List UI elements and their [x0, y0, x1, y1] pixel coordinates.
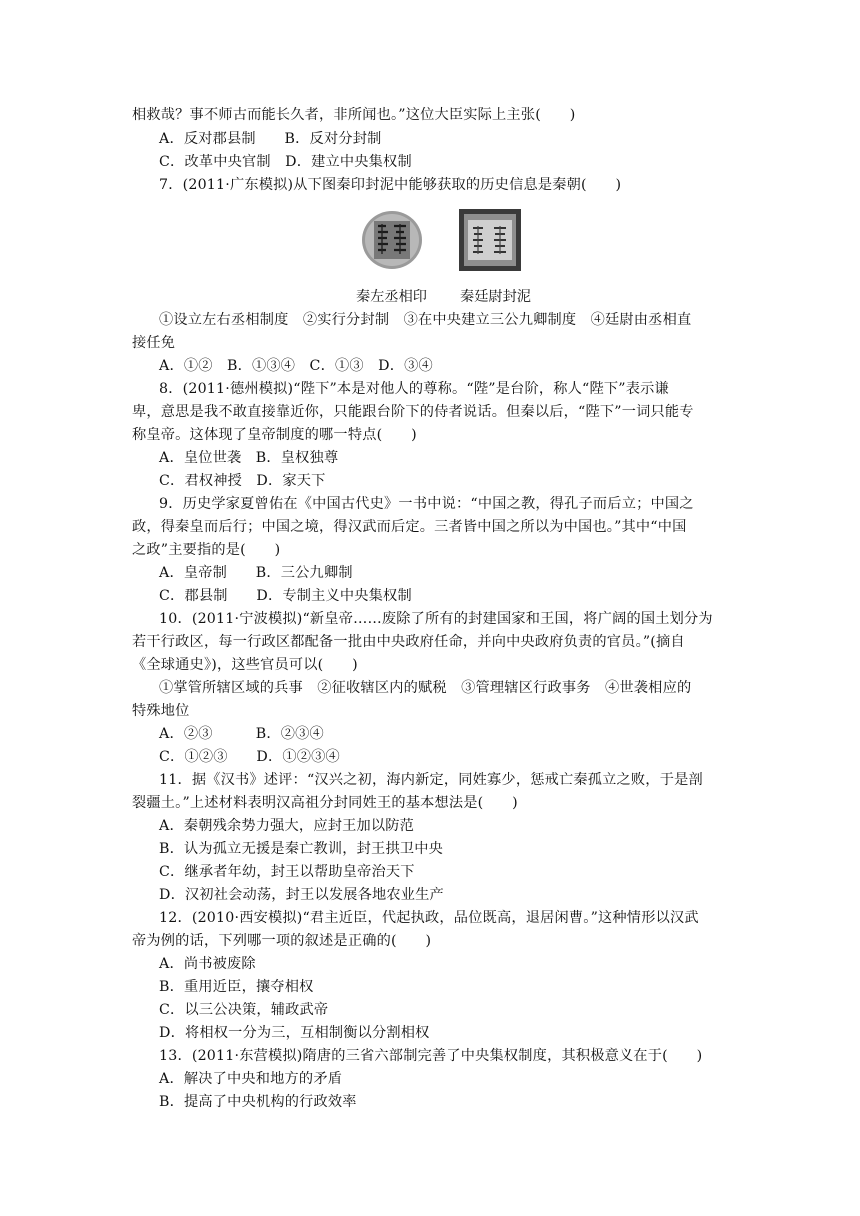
option-line: B．认为孤立无援是秦亡教训，封王拱卫中央 — [159, 841, 443, 857]
text-line: 接任免 — [132, 335, 176, 351]
seal-image-right — [458, 208, 522, 272]
seal-caption-right: 秦廷尉封泥 — [460, 289, 531, 305]
option-line: B．提高了中央机构的行政效率 — [159, 1094, 357, 1110]
text-line: 称皇帝。这体现了皇帝制度的哪一特点( ) — [132, 427, 417, 443]
option-line: D．汉初社会动荡，封王以发展各地农业生产 — [159, 887, 444, 903]
option-line: A．解决了中央和地方的矛盾 — [159, 1071, 343, 1087]
option-line: A．②③ B．②③④ — [159, 726, 324, 742]
option-line: A．皇帝制 B．三公九卿制 — [159, 565, 353, 581]
question-7-choices: ①设立左右丞相制度 ②实行分封制 ③在中央建立三公九卿制度 ④廷尉由丞相直 — [159, 312, 692, 328]
text-line: 特殊地位 — [132, 703, 190, 719]
option-line: B．重用近臣，攘夺相权 — [159, 979, 314, 995]
option-line: C．以三公决策，辅政武帝 — [159, 1002, 329, 1018]
option-line: D．将相权一分为三，互相制衡以分割相权 — [159, 1025, 430, 1041]
text-line: 之政”主要指的是( ) — [132, 542, 281, 558]
text-line: 政，得秦皇而后行；中国之境，得汉武而后定。三者皆中国之所以为中国也。”其中“中国 — [132, 519, 687, 535]
text-line: 裂疆土。”上述材料表明汉高祖分封同姓王的基本想法是( ) — [132, 795, 518, 811]
option-line: A．秦朝残余势力强大，应封王加以防范 — [159, 818, 415, 834]
question-9-stem: 9．历史学家夏曾佑在《中国古代史》一书中说：“中国之教，得孔子而后立；中国之 — [159, 496, 694, 512]
question-7-stem: 7．(2011·广东模拟)从下图秦印封泥中能够获取的历史信息是秦朝( ) — [159, 177, 622, 193]
seal-figure — [360, 208, 540, 274]
text-line: 《全球通史》)，这些官员可以( ) — [132, 657, 358, 673]
question-10-stem: 10．(2011·宁波模拟)“新皇帝……废除了所有的封建国家和王国，将广阔的国土划分为 — [159, 611, 713, 627]
text-line: 卑，意思是我不敢直接靠近你，只能跟台阶下的侍者说话。但秦以后，“陛下”一词只能专 — [132, 404, 694, 420]
text-line: 若干行政区，每一行政区都配备一批由中央政府任命，并向中央政府负责的官员。”(摘自 — [132, 634, 685, 650]
option-line: C．改革中央官制 D．建立中央集权制 — [159, 154, 412, 170]
option-line: C．①②③ D．①②③④ — [159, 749, 340, 765]
question-8-stem: 8．(2011·德州模拟)“陛下”本是对他人的尊称。“陛”是台阶，称人“陛下”表示谦 — [159, 381, 669, 397]
option-line: A．①② B．①③④ C．①③ D．③④ — [159, 358, 433, 374]
question-13-stem: 13．(2011·东营模拟)隋唐的三省六部制完善了中央集权制度，其积极意义在于( ) — [159, 1048, 703, 1064]
text-line: 相救哉？事不师古而能长久者，非所闻也。”这位大臣实际上主张( ) — [132, 107, 576, 123]
option-line: C．郡县制 D．专制主义中央集权制 — [159, 588, 412, 604]
option-line: C．继承者年幼，封王以帮助皇帝治天下 — [159, 864, 415, 880]
option-line: A．皇位世袭 B．皇权独尊 — [159, 450, 339, 466]
option-line: C．君权神授 D．家天下 — [159, 473, 326, 489]
question-12-stem: 12．(2010·西安模拟)“君主近臣，代起执政，品位既高，退居闲曹。”这种情形以汉武 — [159, 910, 699, 926]
option-line: A．反对郡县制 B．反对分封制 — [159, 131, 382, 147]
question-11-stem: 11．据《汉书》述评：“汉兴之初，海内新定，同姓寡少，惩戒亡秦孤立之败，于是剖 — [159, 772, 703, 788]
seal-caption-left: 秦左丞相印 — [356, 289, 427, 305]
text-line: 帝为例的话，下列哪一项的叙述是正确的( ) — [132, 933, 432, 949]
option-line: A．尚书被废除 — [159, 956, 256, 972]
seal-image-left — [360, 208, 424, 272]
question-10-choices: ①掌管所辖区域的兵事 ②征收辖区内的赋税 ③管理辖区行政事务 ④世袭相应的 — [159, 680, 692, 696]
